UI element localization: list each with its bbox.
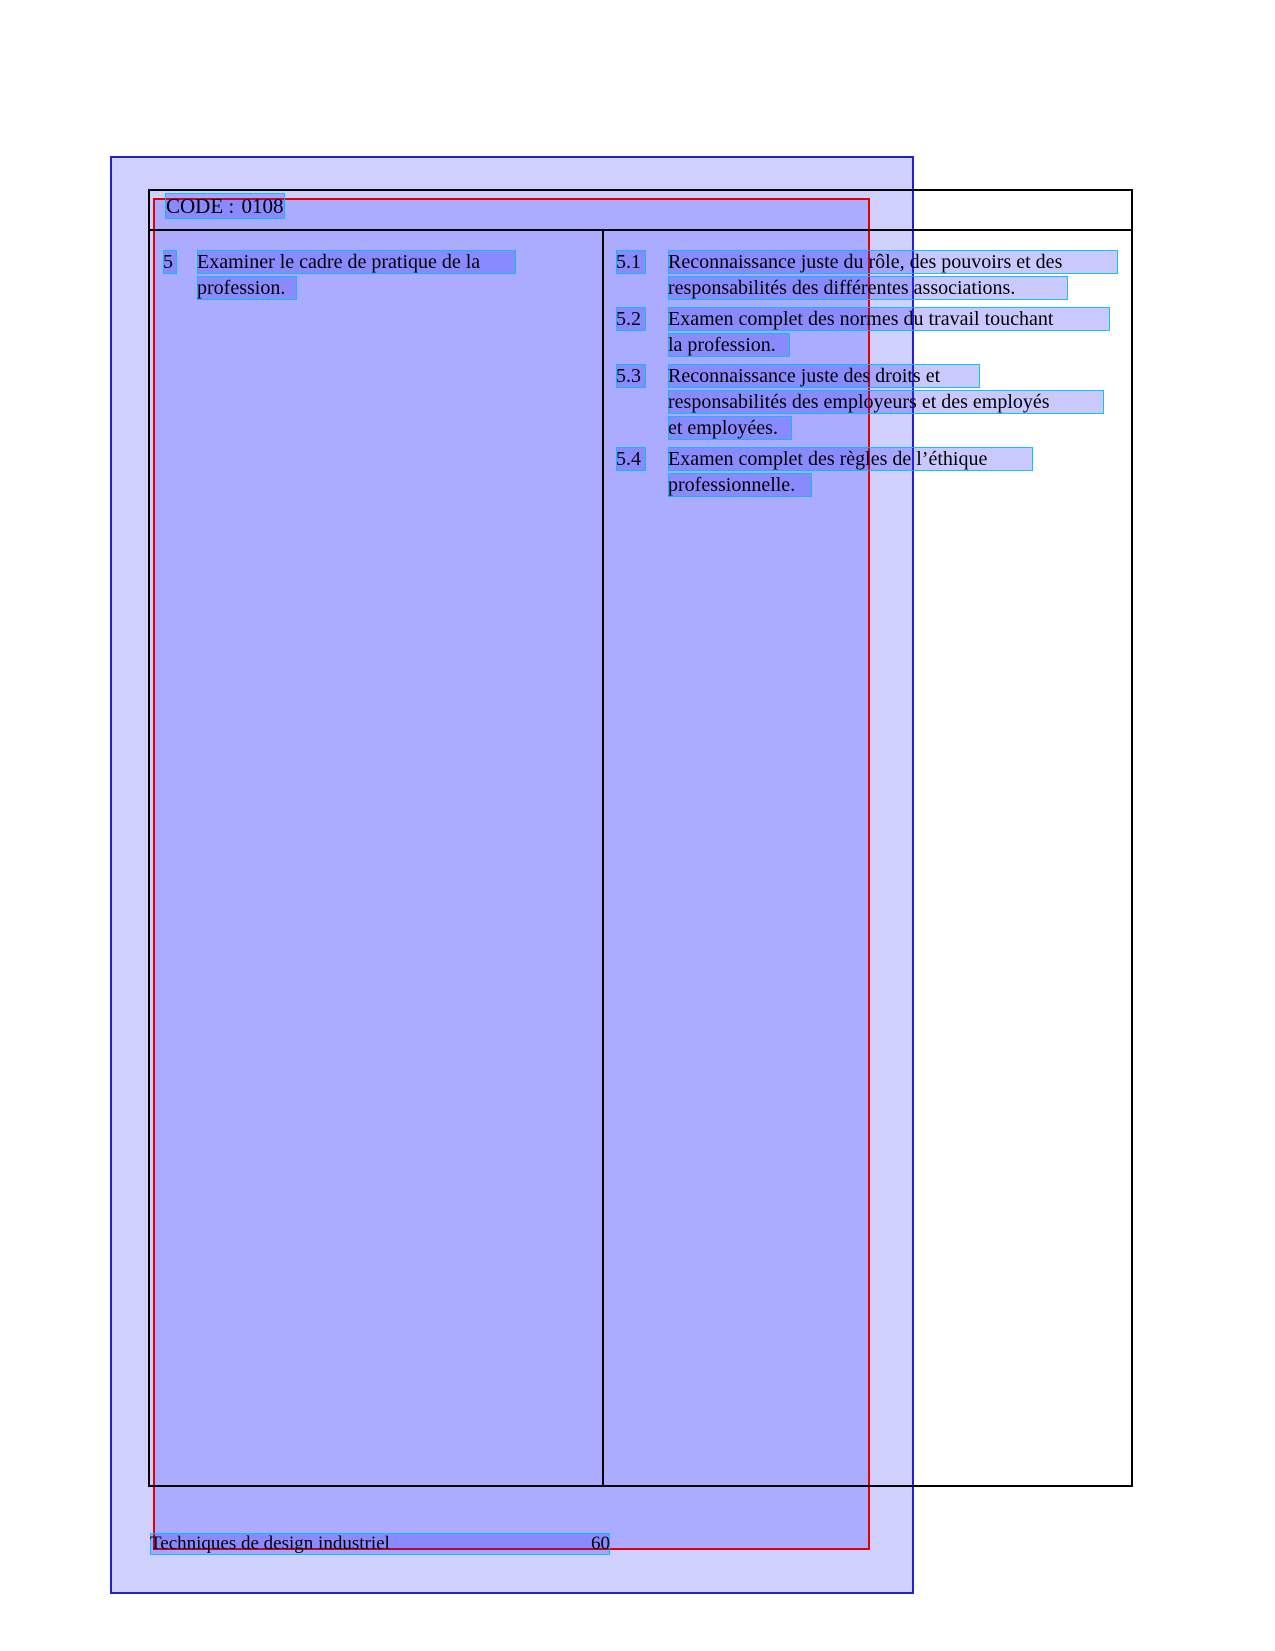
column-divider (602, 229, 604, 1485)
competency-text-line-2: profession. (197, 276, 297, 300)
criterion-text-line: la profession. (668, 333, 790, 357)
criterion-number: 5.2 (616, 307, 646, 331)
table-header-row (150, 191, 1131, 231)
criterion-text-line: responsabilités des différentes associations. (668, 276, 1068, 300)
competency-number: 5 (163, 250, 177, 274)
criterion-text-line: et employées. (668, 416, 792, 440)
criterion-number: 5.3 (616, 364, 646, 388)
criterion-text-line: Reconnaissance juste des droits et (668, 364, 980, 388)
page-footer (150, 1533, 610, 1555)
code-value: 0108 (241, 194, 284, 218)
criterion-text-line: professionnelle. (668, 473, 812, 497)
criterion-text-line: Reconnaissance juste du rôle, des pouvoirs et des (668, 250, 1118, 274)
criterion-number: 5.4 (616, 447, 646, 471)
footer-page-number: 60 (591, 1533, 610, 1554)
criterion-text-line: Examen complet des normes du travail touchant (668, 307, 1110, 331)
criterion-text-line: Examen complet des règles de l’éthique (668, 447, 1033, 471)
code-header (165, 193, 285, 219)
criterion-text-line: responsabilités des employeurs et des employés (668, 390, 1104, 414)
code-label: CODE : (166, 194, 235, 218)
criterion-number: 5.1 (616, 250, 646, 274)
competency-text-line-1: Examiner le cadre de pratique de la (197, 250, 516, 274)
footer-program-name: Techniques de design industriel (150, 1533, 390, 1554)
